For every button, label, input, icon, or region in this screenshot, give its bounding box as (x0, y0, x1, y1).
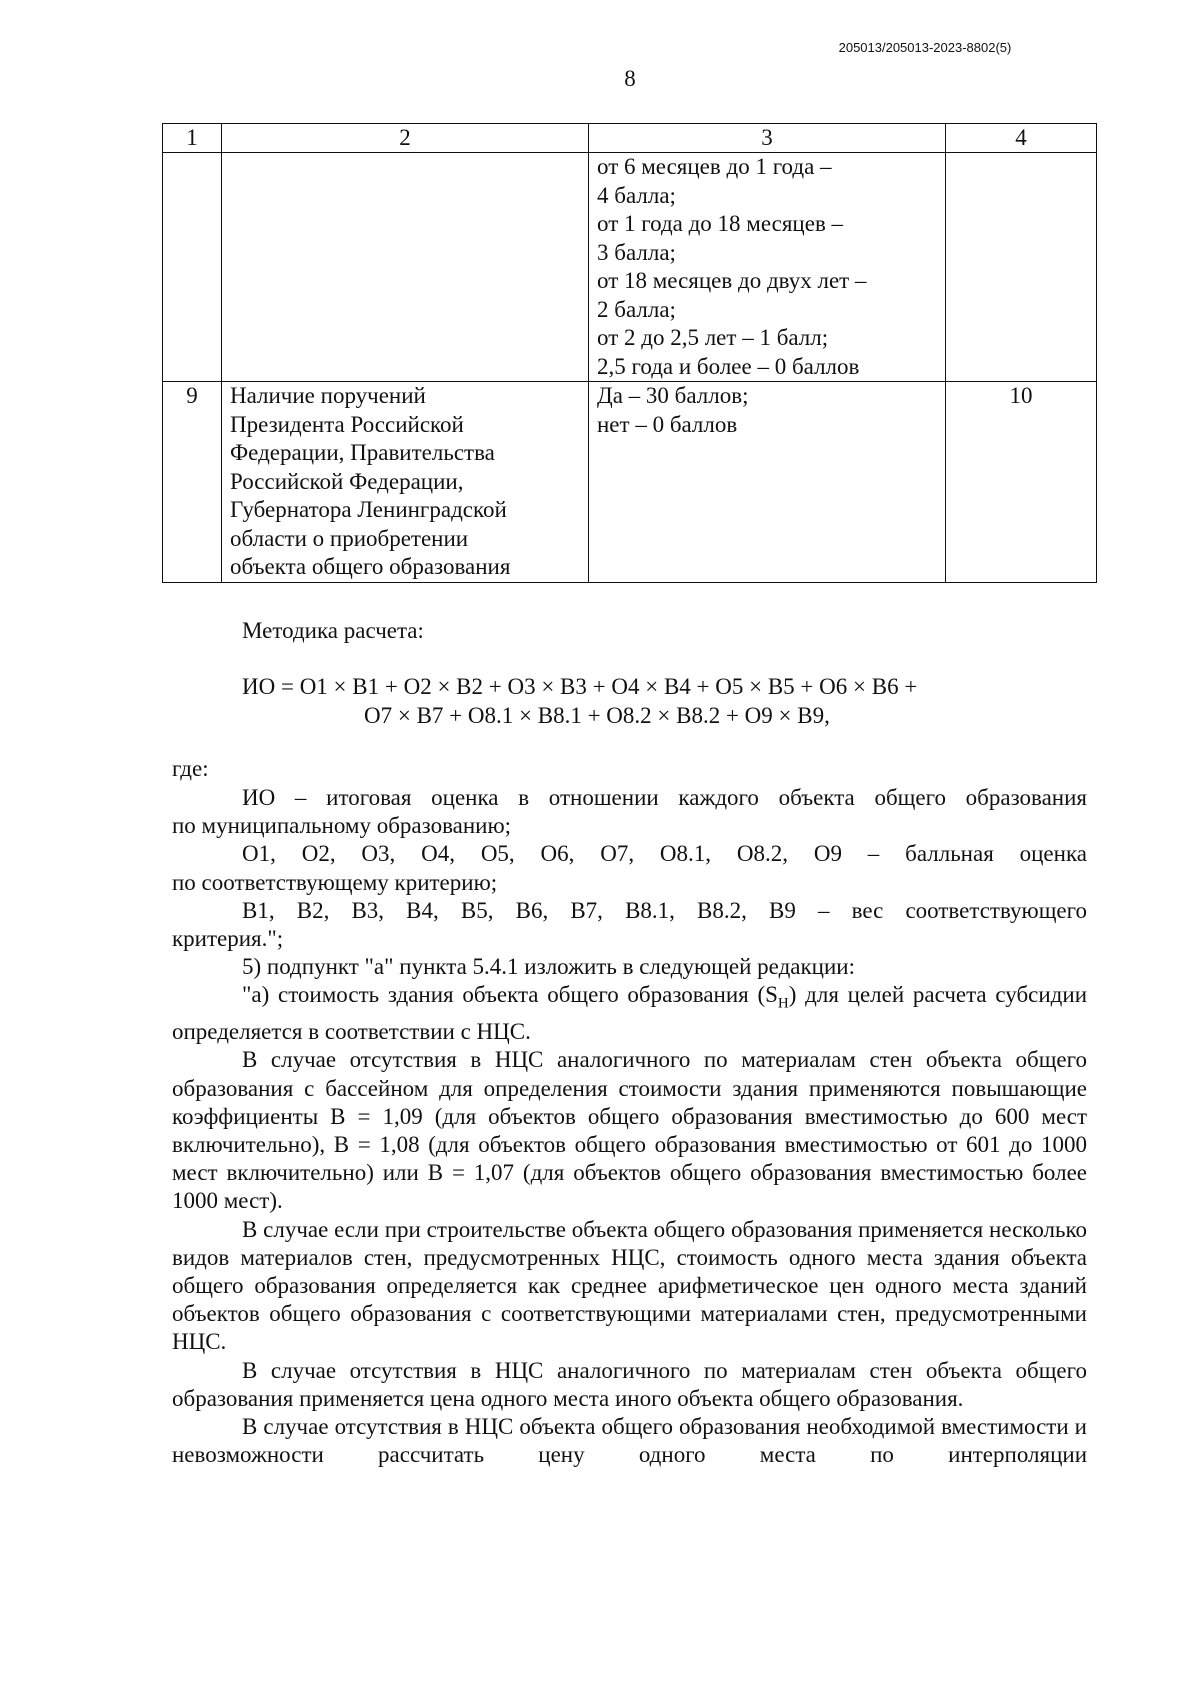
paragraph-item-5: 5) подпункт "а" пункта 5.4.1 изложить в следующей редакции: (242, 954, 855, 980)
table-row (163, 153, 1097, 382)
header-col-3: 3 (589, 124, 946, 153)
method-title: Методика расчета: (242, 618, 424, 643)
criterion-line: Президента Российской (230, 411, 464, 437)
header-col-2: 2 (222, 124, 589, 153)
criterion-line: Федерации, Правительства (230, 440, 495, 465)
criterion-line: Губернатора Ленинградской (230, 497, 507, 522)
row-number: 9 (163, 382, 222, 583)
scores-cell (589, 153, 946, 382)
score-line: от 18 месяцев до двух лет – (597, 268, 867, 293)
table-row (163, 382, 1097, 583)
definition-io-line-1: ИО – итоговая оценка в отношении каждого объекта общего образования (242, 785, 1087, 810)
score-line: Да – 30 баллов; (597, 383, 749, 408)
paragraph-a-subscript: Н (777, 996, 789, 1013)
row-number (163, 153, 222, 382)
score-line: 3 балла; (597, 239, 676, 265)
criterion-line: Наличие поручений (230, 383, 426, 408)
criterion-line: объекта общего образования (230, 554, 511, 579)
table-header-row (163, 124, 1097, 153)
criterion-cell (222, 153, 589, 382)
paragraph-walls: В случае если при строительстве объекта общего образования применяется несколько видов материалов стен, предусмотренных НЦС, стоимость одного места здания объекта общего образования определяется как среднее арифметическое цен одного места зданий объектов общего образования с соответствующими материалами стен, предусмотренными НЦС. (172, 1216, 1087, 1355)
score-line: 2 балла; (597, 296, 676, 322)
definitions-block (172, 784, 1087, 1469)
score-line: от 2 до 2,5 лет – 1 балл; (597, 325, 829, 350)
header-col-4: 4 (946, 124, 1097, 153)
formula (172, 672, 1087, 730)
weight-cell: 10 (946, 382, 1097, 583)
document-id: 205013/205013-2023-8802(5) (838, 40, 1012, 55)
criterion-cell (222, 382, 589, 583)
score-line: 4 балла; (597, 182, 676, 208)
paragraph-other-object: В случае отсутствия в НЦС аналогичного по материалам стен объекта общего образования применяется цена одного места иного объекта общего образования. (172, 1357, 1087, 1411)
score-line: от 1 года до 18 месяцев – (597, 211, 844, 236)
formula-line-2: О7 × В7 + О8.1 × В8.1 + О8.2 × В8.2 + О9 × В9, (364, 703, 830, 728)
criterion-line: Российской Федерации, (230, 468, 464, 494)
definition-o-line-2: по соответствующему критерию; (172, 869, 498, 895)
score-line: нет – 0 баллов (597, 411, 738, 437)
definition-v-line-1: В1, В2, В3, В4, В5, В6, В7, В8.1, В8.2, В9 – вес соответствующего (242, 897, 1087, 923)
criterion-line: области о приобретении (230, 525, 469, 551)
paragraph-a-text-1: "а) стоимость здания объекта общего образования (S (242, 982, 778, 1008)
formula-line-1: ИО = О1 × В1 + О2 × В2 + О3 × В3 + О4 × В4 + О5 × В5 + О6 × В6 + (242, 674, 918, 699)
paragraph-pool: В случае отсутствия в НЦС аналогичного по материалам стен объекта общего образования с бассейном для определения стоимости здания применяются повышающие коэффициенты В = 1,09 (для объектов общего образования вместимостью до 600 мест включительно), В = 1,08 (для объектов общего образования вместимостью от 601 до 1000 мест включительно) или В = 1,07 (для объектов общего образования вместимостью более 1000 мест). (172, 1047, 1087, 1214)
criteria-table (162, 123, 1097, 583)
weight-cell (946, 153, 1097, 382)
paragraph-a-text-2: ) для целей расчета субсидии определяется в соответствии с НЦС. (172, 982, 1088, 1045)
score-line: 2,5 года и более – 0 баллов (597, 353, 860, 379)
where-label: где: (172, 756, 209, 781)
definition-v-line-2: критерия."; (172, 926, 284, 952)
definition-o-line-1: О1, О2, О3, О4, О5, О6, О7, О8.1, О8.2, О9 – балльная оценка (242, 841, 1087, 867)
paragraph-item-a (172, 981, 1087, 1046)
definition-io-line-2: по муниципальному образованию; (172, 813, 512, 839)
score-line: от 6 месяцев до 1 года – (597, 154, 832, 179)
page-number: 8 (624, 66, 636, 91)
scores-cell (589, 382, 946, 583)
header-col-1: 1 (163, 124, 222, 153)
paragraph-capacity: В случае отсутствия в НЦС объекта общего образования необходимой вместимости и невозможности рассчитать цену одного места по интерполяции (172, 1414, 1087, 1468)
